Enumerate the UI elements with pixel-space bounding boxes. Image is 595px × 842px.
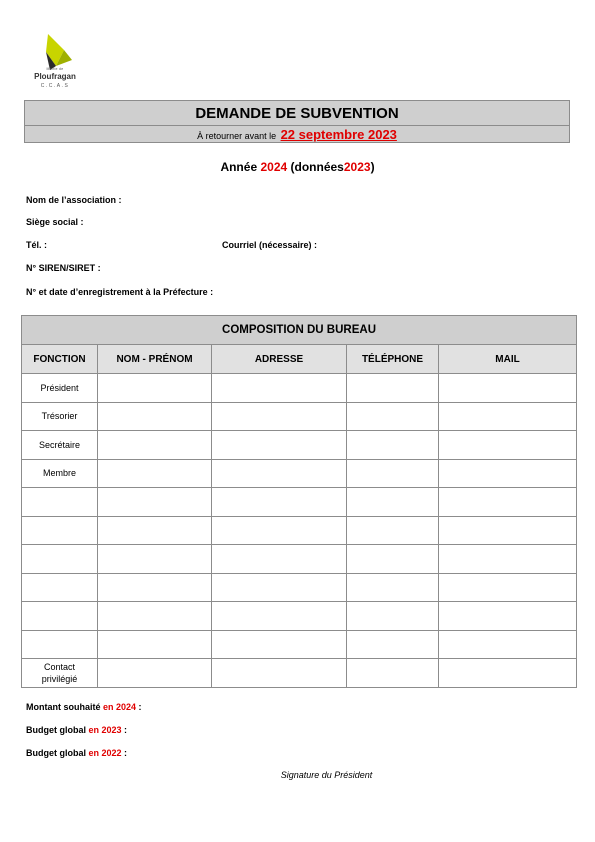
- table-row: [22, 374, 577, 403]
- budget-label: Budget global: [26, 748, 86, 758]
- adresse-cell[interactable]: [212, 374, 347, 403]
- telephone-cell[interactable]: [347, 431, 439, 460]
- contact-label-line1: Contact: [43, 661, 76, 672]
- table-row: [22, 602, 577, 631]
- field-budget-2023[interactable]: [26, 725, 127, 735]
- signature-label: Signature du Président: [280, 770, 373, 780]
- col-header-telephone: TÉLÉPHONE: [347, 345, 439, 374]
- telephone-cell[interactable]: [347, 573, 439, 602]
- mail-cell[interactable]: [439, 545, 577, 574]
- nom-cell[interactable]: [98, 431, 212, 460]
- adresse-cell[interactable]: [212, 431, 347, 460]
- year-mid: (données: [290, 160, 344, 174]
- function-cell[interactable]: [22, 488, 98, 517]
- table-header-row: [22, 345, 577, 374]
- function-cell[interactable]: [22, 573, 98, 602]
- table-row: [22, 630, 577, 659]
- return-deadline-label: À retourner avant le: [197, 131, 277, 141]
- function-cell[interactable]: [22, 630, 98, 659]
- year-prefix: Année: [220, 160, 258, 174]
- budget-year-2022: en 2022: [88, 748, 122, 758]
- function-cell[interactable]: [22, 602, 98, 631]
- mail-cell[interactable]: [439, 402, 577, 431]
- table-row: [22, 545, 577, 574]
- adresse-cell[interactable]: [212, 659, 347, 688]
- col-header-adresse: ADRESSE: [212, 345, 347, 374]
- telephone-cell[interactable]: [347, 545, 439, 574]
- mail-cell[interactable]: [439, 488, 577, 517]
- nom-cell[interactable]: [98, 488, 212, 517]
- budget-label: Budget global: [26, 725, 86, 735]
- budget-year-2023: en 2023: [88, 725, 122, 735]
- mail-cell[interactable]: [439, 431, 577, 460]
- bureau-table: [21, 315, 577, 688]
- montant-label: Montant souhaité: [26, 702, 101, 712]
- nom-cell[interactable]: [98, 516, 212, 545]
- contact-label-line2: privilégié: [41, 673, 78, 684]
- table-row: [22, 488, 577, 517]
- telephone-cell[interactable]: [347, 516, 439, 545]
- table-caption: COMPOSITION DU BUREAU: [22, 316, 577, 345]
- telephone-cell[interactable]: [347, 630, 439, 659]
- telephone-cell[interactable]: [347, 374, 439, 403]
- adresse-cell[interactable]: [212, 488, 347, 517]
- logo-caption-ccas: C.C.A.S: [40, 83, 70, 89]
- return-deadline-date: 22 septembre 2023: [280, 127, 397, 142]
- page-title: DEMANDE DE SUBVENTION: [195, 105, 399, 122]
- field-prefecture[interactable]: N° et date d’enregistrement à la Préfecture :: [26, 287, 214, 297]
- col-header-fonction: FONCTION: [22, 345, 98, 374]
- mail-cell[interactable]: [439, 573, 577, 602]
- telephone-cell[interactable]: [347, 459, 439, 488]
- field-siege[interactable]: Siège social :: [26, 217, 84, 227]
- function-cell[interactable]: [22, 545, 98, 574]
- field-tel[interactable]: Tél. :: [26, 240, 48, 250]
- telephone-cell[interactable]: [347, 602, 439, 631]
- year-suffix: ): [370, 160, 375, 174]
- col-header-nom: NOM - PRÉNOM: [98, 345, 212, 374]
- mail-cell[interactable]: [439, 630, 577, 659]
- telephone-cell[interactable]: [347, 659, 439, 688]
- title-box: [24, 100, 570, 143]
- adresse-cell[interactable]: [212, 630, 347, 659]
- function-cell: Membre: [22, 459, 98, 488]
- montant-colon: :: [136, 702, 142, 712]
- nom-cell[interactable]: [98, 630, 212, 659]
- table-row: [22, 431, 577, 460]
- budget-colon: :: [121, 725, 128, 735]
- nom-cell[interactable]: [98, 402, 212, 431]
- table-row: [22, 459, 577, 488]
- data-year-value: 2023: [343, 160, 371, 174]
- nom-cell[interactable]: [98, 374, 212, 403]
- nom-cell[interactable]: [98, 602, 212, 631]
- field-courriel[interactable]: Courriel (nécessaire) :: [222, 240, 318, 250]
- field-siren[interactable]: N° SIREN/SIRET :: [26, 263, 101, 273]
- field-association[interactable]: Nom de l’association :: [26, 195, 122, 205]
- field-montant[interactable]: [26, 702, 142, 712]
- table-row: [22, 402, 577, 431]
- nom-cell[interactable]: [98, 545, 212, 574]
- adresse-cell[interactable]: [212, 545, 347, 574]
- montant-year: en 2024: [103, 702, 137, 712]
- logo-caption-small: Mairie de: [46, 67, 64, 71]
- function-cell: Secrétaire: [22, 431, 98, 460]
- function-cell: Trésorier: [22, 402, 98, 431]
- table-row: [22, 573, 577, 602]
- year-line: [0, 160, 595, 174]
- adresse-cell[interactable]: [212, 573, 347, 602]
- field-budget-2022[interactable]: [26, 748, 127, 758]
- table-row: [22, 516, 577, 545]
- adresse-cell[interactable]: [212, 459, 347, 488]
- function-cell: Président: [22, 374, 98, 403]
- logo-caption-main: Ploufragan: [34, 72, 76, 81]
- return-deadline: [25, 125, 569, 144]
- mail-cell[interactable]: [439, 659, 577, 688]
- budget-colon: :: [121, 748, 128, 758]
- col-header-mail: MAIL: [439, 345, 577, 374]
- telephone-cell[interactable]: [347, 402, 439, 431]
- mail-cell[interactable]: [439, 516, 577, 545]
- nom-cell[interactable]: [98, 573, 212, 602]
- mail-cell[interactable]: [439, 602, 577, 631]
- telephone-cell[interactable]: [347, 488, 439, 517]
- function-cell-contact: [22, 659, 98, 688]
- year-value: 2024: [260, 160, 288, 174]
- mail-cell[interactable]: [439, 374, 577, 403]
- table-row-contact: [22, 659, 577, 688]
- adresse-cell[interactable]: [212, 516, 347, 545]
- nom-cell[interactable]: [98, 459, 212, 488]
- adresse-cell[interactable]: [212, 402, 347, 431]
- mail-cell[interactable]: [439, 459, 577, 488]
- nom-cell[interactable]: [98, 659, 212, 688]
- adresse-cell[interactable]: [212, 602, 347, 631]
- function-cell[interactable]: [22, 516, 98, 545]
